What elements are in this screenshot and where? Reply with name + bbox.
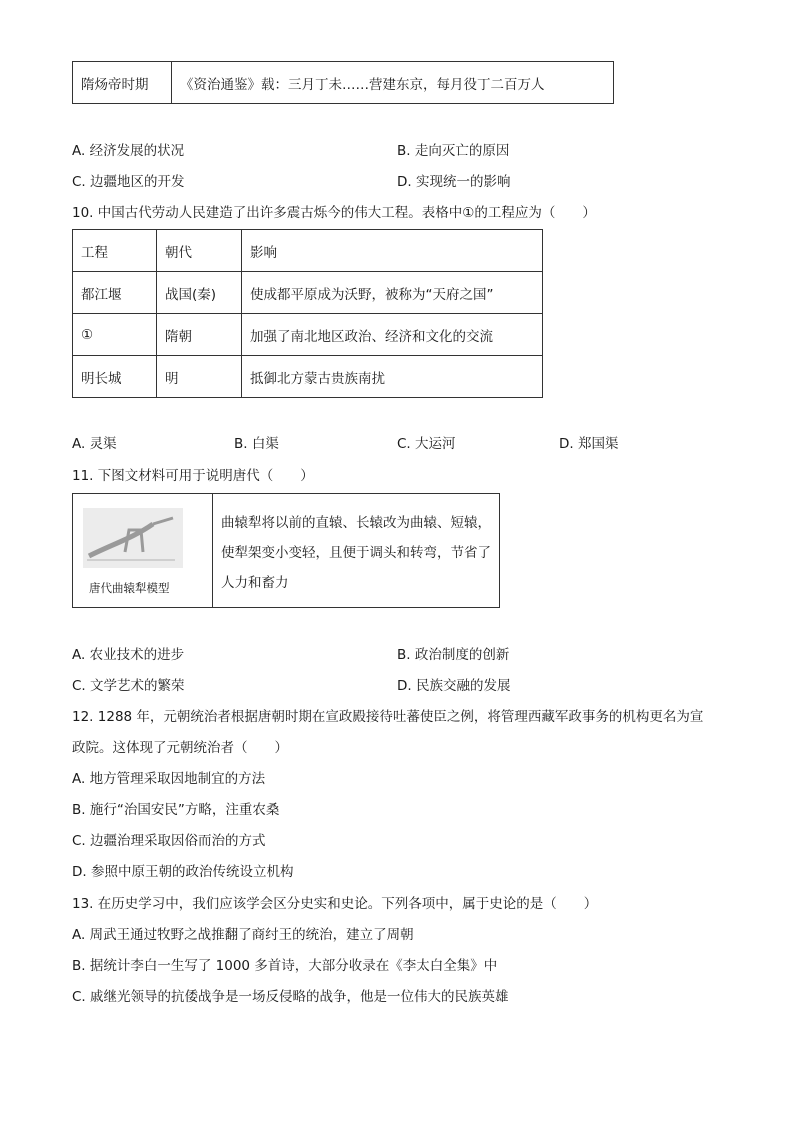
q9-option-c: C. 边疆地区的开发: [72, 174, 185, 190]
q11-figure-box: [72, 493, 500, 608]
q12-stem-line1: 12. 1288 年，元朝统治者根据唐朝时期在宣政殿接待吐蕃使臣之例，将管理西藏军政事务的机构更名为宣: [72, 709, 704, 725]
q10-table: [72, 229, 543, 398]
header-impact: 影响: [242, 230, 543, 272]
q9-option-d: D. 实现统一的影响: [397, 174, 511, 190]
q12-option-d: D. 参照中原王朝的政治传统设立机构: [72, 864, 294, 880]
q10-stem: 10. 中国古代劳动人民建造了出许多震古烁今的伟大工程。表格中①的工程应为（ ）: [72, 205, 596, 221]
curved-plough-icon: [83, 508, 183, 568]
dynasty-cell: 战国(秦): [157, 272, 242, 314]
project-cell: 都江堰: [73, 272, 157, 314]
impact-cell: 加强了南北地区政治、经济和文化的交流: [242, 314, 543, 356]
q9-option-b: B. 走向灭亡的原因: [397, 143, 510, 159]
impact-cell: 抵御北方蒙古贵族南扰: [242, 356, 543, 398]
project-cell: 明长城: [73, 356, 157, 398]
q11-option-d: D. 民族交融的发展: [397, 678, 511, 694]
header-project: 工程: [73, 230, 157, 272]
impact-cell: 使成都平原成为沃野，被称为“天府之国”: [242, 272, 543, 314]
figure-description: 曲辕犁将以前的直辕、长辕改为曲辕、短辕，使犁架变小变轻，且便于调头和转弯，节省了人力和畜力: [221, 515, 491, 591]
table-row: [73, 356, 543, 398]
dynasty-cell: 明: [157, 356, 242, 398]
plough-model-image: [83, 508, 183, 568]
plough-figure: [73, 494, 213, 607]
q13-stem: 13. 在历史学习中，我们应该学会区分史实和史论。下列各项中，属于史论的是（ ）: [72, 896, 598, 912]
source-table: [72, 61, 614, 104]
period-cell: 隋炀帝时期: [73, 62, 172, 104]
q13-option-c: C. 戚继光领导的抗倭战争是一场反侵略的战争，他是一位伟大的民族英雄: [72, 989, 509, 1005]
project-cell: ①: [73, 314, 157, 356]
q13-option-a: A. 周武王通过牧野之战推翻了商纣王的统治，建立了周朝: [72, 927, 414, 943]
q11-option-a: A. 农业技术的进步: [72, 647, 185, 663]
table-row: [73, 314, 543, 356]
figure-caption: 唐代曲辕犁模型: [89, 581, 170, 595]
q11-option-b: B. 政治制度的创新: [397, 647, 510, 663]
q12-stem-line2: 政院。这体现了元朝统治者（ ）: [72, 740, 288, 756]
q11-stem: 11. 下图文材料可用于说明唐代（ ）: [72, 468, 314, 484]
q10-option-a: A. 灵渠: [72, 436, 117, 452]
table-row: [73, 272, 543, 314]
q10-option-b: B. 白渠: [234, 436, 279, 452]
q10-option-d: D. 郑国渠: [559, 436, 619, 452]
dynasty-cell: 隋朝: [157, 314, 242, 356]
q11-option-c: C. 文学艺术的繁荣: [72, 678, 185, 694]
q13-option-b: B. 据统计李白一生写了 1000 多首诗，大部分收录在《李太白全集》中: [72, 958, 498, 974]
q12-option-a: A. 地方管理采取因地制宜的方法: [72, 771, 266, 787]
header-dynasty: 朝代: [157, 230, 242, 272]
q9-option-a: A. 经济发展的状况: [72, 143, 185, 159]
q12-option-c: C. 边疆治理采取因俗而治的方式: [72, 833, 266, 849]
q12-option-b: B. 施行“治国安民”方略，注重农桑: [72, 802, 280, 818]
q10-option-c: C. 大运河: [397, 436, 456, 452]
source-cell: 《资治通鉴》载：三月丁未……营建东京，每月役丁二百万人: [172, 62, 614, 104]
